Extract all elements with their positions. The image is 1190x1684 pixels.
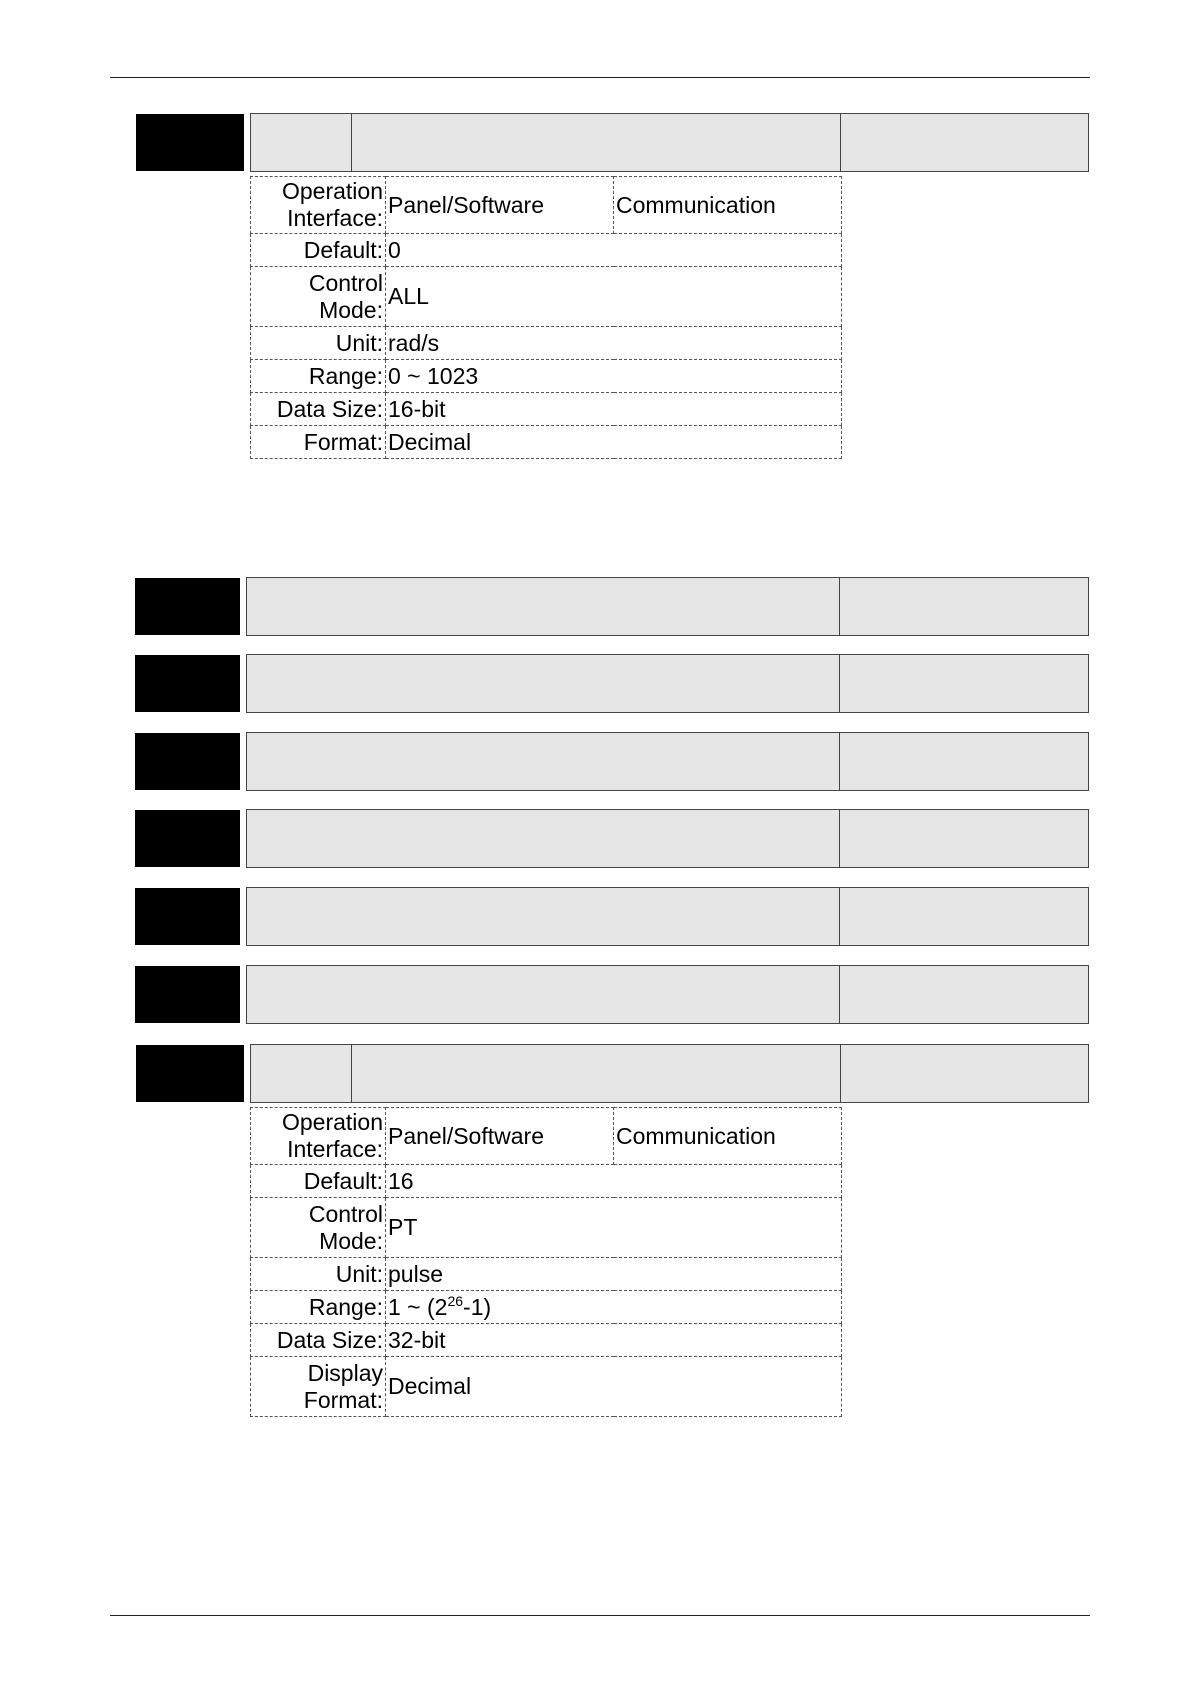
header-divider [351,1045,352,1102]
header-divider [839,655,840,712]
parameter-header-bar [246,654,1089,713]
parameter-header-bar [246,809,1089,868]
format-label: Format: [251,426,386,459]
unit-label: Unit: [251,327,386,360]
panel-software-cell: Panel/Software [386,1108,614,1165]
parameter-code-tab [135,733,240,790]
parameter-header-bar [246,732,1089,791]
header-divider [839,966,840,1023]
data-size-value: 32-bit [386,1324,842,1357]
parameter-spec-table [250,1107,842,1417]
header-divider [840,1045,841,1102]
display-format-label: Display Format: [251,1357,386,1417]
header-divider [840,114,841,171]
range-value [386,1291,842,1324]
data-size-label: Data Size: [251,393,386,426]
range-value: 0 ~ 1023 [386,360,842,393]
communication-cell: Communication [614,177,842,234]
default-value: 0 [386,234,842,267]
parameter-code-tab [135,966,240,1023]
parameter-header-bar [250,113,1089,172]
footer-rule [110,1615,1090,1616]
display-format-value: Decimal [386,1357,842,1417]
default-label: Default: [251,1165,386,1198]
header-divider [839,733,840,790]
parameter-code-tab [136,1045,244,1102]
range-exponent: 26 [447,1292,464,1309]
range-prefix: 1 ~ (2 [388,1293,448,1320]
range-suffix: -1) [463,1293,492,1320]
parameter-header-bar [246,887,1089,946]
control-mode-value: PT [386,1198,842,1258]
data-size-label: Data Size: [251,1324,386,1357]
header-rule [110,77,1090,78]
parameter-header-bar [246,577,1089,636]
unit-value: rad/s [386,327,842,360]
default-label: Default: [251,234,386,267]
range-label: Range: [251,1291,386,1324]
header-divider [839,810,840,867]
operation-interface-label: Operation Interface: [251,1108,386,1165]
control-mode-value: ALL [386,267,842,327]
communication-cell: Communication [614,1108,842,1165]
header-divider [839,888,840,945]
operation-interface-label: Operation Interface: [251,177,386,234]
parameter-header-bar [246,965,1089,1024]
header-divider [839,578,840,635]
unit-label: Unit: [251,1258,386,1291]
parameter-code-tab [135,578,240,635]
parameter-spec-table [250,176,842,459]
header-divider [351,114,352,171]
parameter-code-tab [135,888,240,945]
parameter-header-bar [250,1044,1089,1103]
panel-software-cell: Panel/Software [386,177,614,234]
data-size-value: 16-bit [386,393,842,426]
parameter-code-tab [135,810,240,867]
default-value: 16 [386,1165,842,1198]
parameter-code-tab [135,655,240,712]
format-value: Decimal [386,426,842,459]
unit-value: pulse [386,1258,842,1291]
control-mode-label: Control Mode: [251,1198,386,1258]
control-mode-label: Control Mode: [251,267,386,327]
range-label: Range: [251,360,386,393]
parameter-code-tab [136,114,244,171]
